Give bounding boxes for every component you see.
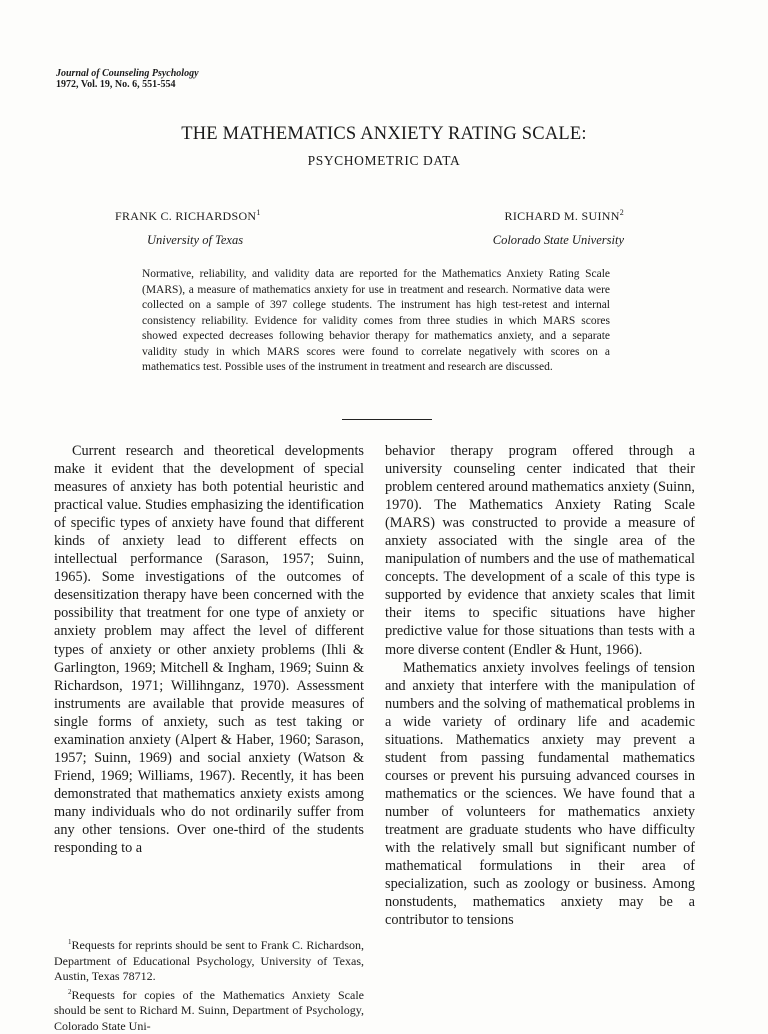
abstract: Normative, reliability, and validity data are reported for the Mathematics Anxiety Rating Scale (MARS), a measure of mathematics anxiety for use in treatment and research. Normative data were collected on a sample of 397 college students. The instrument has high test-retest and internal consistency reliability. Evidence for validity comes from three studies in which MARS scores showed expected decreases following behavior therapy for mathematics anxiety, and a separate validity study in which MARS scores were found to correlate negatively with scores on a mathematics test. Possible uses of the instrument in treatment and research are discussed.	[142, 267, 610, 376]
article-title: THE MATHEMATICS ANXIETY RATING SCALE:	[0, 124, 768, 145]
author-2-affiliation: Colorado State University	[493, 233, 624, 248]
journal-name: Journal of Counseling Psychology	[56, 68, 199, 79]
author-1-affiliation: University of Texas	[147, 233, 243, 248]
author-1-footnote-mark: 1	[256, 208, 260, 217]
footnote-1	[54, 935, 364, 985]
body-paragraph: Mathematics anxiety involves feelings of tension and anxiety that interfere with the manipulation of numbers and the solving of mathematical problems in a wide variety of ordinary life and academic situations. Mathematics anxiety may prevent a student from passing fundamental mathematics courses or prevent his pursuing advanced courses in mathematics or the sciences. We have found that a number of volunteers for mathematics anxiety treatment are graduate students who have difficulty with the relatively small but significant number of mathematical formulations in their area of specialization, such as zoology or business. Among nonstudents, mathematics anxiety may be a contributor to tensions	[385, 659, 695, 930]
body-paragraph: Current research and theoretical developments make it evident that the development of special measures of anxiety has both potential heuristic and practical value. Studies emphasizing the identification of specific types of anxiety have found that different kinds of anxiety lead to different effects on intellectual performance (Sarason, 1957; Suinn, 1965). Some investigations of the outcomes of desensitization therapy have been concerned with the possibility that treatment for one type of anxiety or anxiety problem may affect the level of different types of anxiety or other anxiety problems (Ihli & Garlington, 1969; Mitchell & Ingham, 1969; Suinn & Richardson, 1971; Willihnganz, 1970). Assessment instruments are available that provide measures of single forms of anxiety, such as test taking or examination anxiety (Alpert & Haber, 1960; Sarason, 1957; Suinn, 1969) and social anxiety (Watson & Friend, 1969; Williams, 1967). Recently, it has been demonstrated that mathematics anxiety exists among many individuals who do not ordinarily suffer from any other tensions. Over one-third of the students responding to a	[54, 442, 364, 857]
footnote-2-text: Requests for copies of the Mathematics Anxiety Scale should be sent to Richard M. Suinn, Department of Psychology, Colorado State Uni-	[54, 988, 364, 1033]
author-2-footnote-mark: 2	[620, 208, 624, 217]
section-divider	[342, 419, 432, 420]
journal-citation: 1972, Vol. 19, No. 6, 551-554	[56, 79, 175, 90]
body-column-left	[54, 442, 364, 857]
footnotes	[54, 935, 364, 1034]
footnote-1-mark: 1	[68, 938, 72, 946]
author-2	[505, 208, 624, 224]
article-subtitle: PSYCHOMETRIC DATA	[0, 153, 768, 169]
footnote-2	[54, 985, 364, 1034]
footnote-1-text: Requests for reprints should be sent to Frank C. Richardson, Department of Educational Psychology, University of Texas, Austin, Texas 78712.	[54, 938, 364, 983]
body-paragraph: behavior therapy program offered through a university counseling center indicated that their problem centered around mathematics anxiety (Suinn, 1970). The Mathematics Anxiety Rating Scale (MARS) was constructed to provide a measure of anxiety associated with the single area of the manipulation of numbers and the use of mathematical concepts. The development of a scale of this type is supported by evidence that anxiety scales that limit their items to specific situations have higher predictive value for those situations than tests with a more diverse content (Endler & Hunt, 1966).	[385, 442, 695, 659]
author-2-name: RICHARD M. SUINN	[505, 209, 620, 223]
journal-header	[56, 68, 199, 90]
author-1-name: FRANK C. RICHARDSON	[115, 209, 256, 223]
footnote-2-mark: 2	[68, 988, 72, 996]
author-1	[115, 208, 261, 224]
body-column-right	[385, 442, 695, 929]
